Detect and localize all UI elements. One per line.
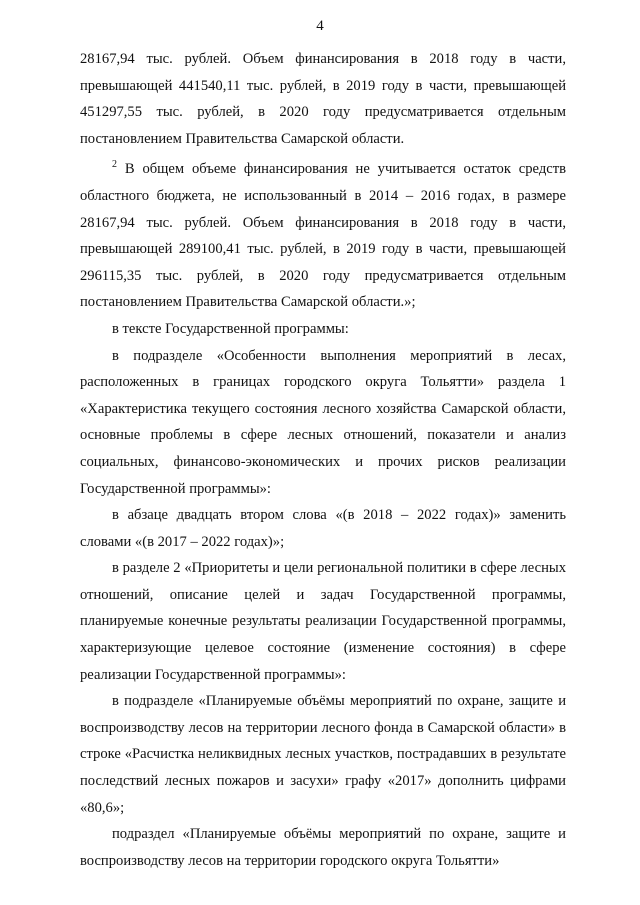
paragraph-planned-volumes: в подразделе «Планируемые объёмы мероприятий по охране, защите и воспроизводству лесов на территории лесного фонда в Самарской области» в строке «Расчистка неликвидных лесных участков, пострадавших в результате последствий лесных пожаров и засухи» графу «2017» дополнить цифрами «80,6»; <box>80 693 566 816</box>
paragraph-section-2: в разделе 2 «Приоритеты и цели региональной политики в сфере лесных отношений, описание целей и задач Государственной программы, планируемые конечные результаты реализации Государственной программы, характеризующие целевое состояние (изменение состояния) в сфере реализации Государственной программы»: <box>80 560 566 683</box>
paragraph-program-text: в тексте Государственной программы: <box>112 320 349 337</box>
paragraph-footnote-2 <box>80 156 566 316</box>
paragraph-togliatti-subsection: подраздел «Планируемые объёмы мероприятий по охране, защите и воспроизводству лесов на территории городского округа Тольятти» <box>80 826 566 869</box>
paragraph-subsection-features: в подразделе «Особенности выполнения мероприятий в лесах, расположенных в границах городского округа Тольятти» раздела 1 «Характеристика текущего состояния лесного хозяйства Самарской области, основные проблемы в сфере лесных отношений, показатели и анализ социальных, финансово-экономических и прочих рисков реализации Государственной программы»: <box>80 347 566 497</box>
footnote-text: В общем объеме финансирования не учитывается остаток средств областного бюджета, не использованный в 2014 – 2016 годах, в размере 28167,94 тыс. рублей. Объем финансирования в 2018 году в части, превышающей 289100,41 тыс. рублей, в 2019 году в части, превышающей 296115,35 тыс. рублей, в 2020 году предусматривается отдельным постановлением Правительства Самарской области.»; <box>80 161 566 311</box>
page-number: 4 <box>316 18 324 34</box>
paragraph-continuation: 28167,94 тыс. рублей. Объем финансирования в 2018 году в части, превышающей 441540,11 тыс. рублей, в 2019 году в части, превышающей 451297,55 тыс. рублей, в 2020 году предусматривается отдельным постановлением Правительства Самарской области. <box>80 51 566 147</box>
paragraph-abzac-22: в абзаце двадцать втором слова «(в 2018 – 2022 годах)» заменить словами «(в 2017 – 2022 годах)»; <box>80 507 566 550</box>
footnote-marker: 2 <box>112 159 117 171</box>
document-body <box>80 46 566 874</box>
